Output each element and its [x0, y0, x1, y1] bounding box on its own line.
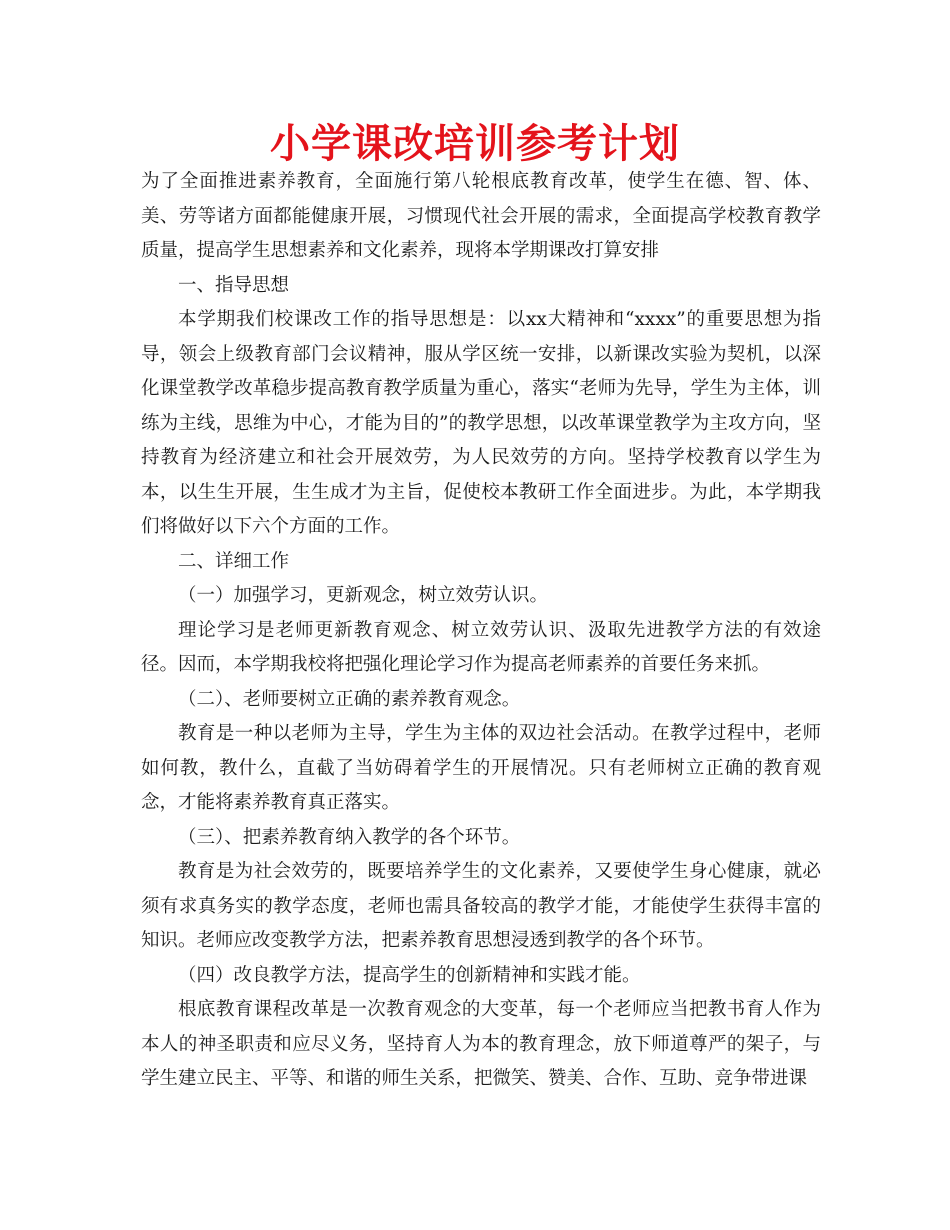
body-paragraph: 理论学习是老师更新教育观念、树立效劳认识、汲取先进教学方法的有效途径。因而，本学期我校将把强化理论学习作为提高老师素养的首要任务来抓。	[141, 619, 821, 675]
document-title: 小学课改培训参考计划	[270, 121, 680, 167]
intro-paragraph: 为了全面推进素养教育，全面施行第八轮根底教育改革，使学生在德、智、体、美、劳等诸方面都能健康开展，习惯现代社会开展的需求，全面提高学校教育教学质量，提高学生思想素养和文化素养，现将本学期课改打算安排	[141, 171, 821, 261]
body-paragraph: 教育是为社会效劳的，既要培养学生的文化素养，又要使学生身心健康，就必须有求真务实的教学态度，老师也需具备较高的教学才能，才能使学生获得丰富的知识。老师应改变教学方法，把素养教育思想浸透到教学的各个环节。	[141, 861, 821, 951]
subsection-heading: （三）、把素养教育纳入教学的各个环节。	[178, 826, 521, 848]
body-paragraph: 教育是一种以老师为主导，学生为主体的双边社会活动。在教学过程中，老师如何教，教什么，直截了当妨碍着学生的开展情况。只有老师树立正确的教育观念，才能将素养教育真正落实。	[141, 723, 821, 813]
body-paragraph: 根底教育课程改革是一次教育观念的大变革，每一个老师应当把教书育人作为本人的神圣职责和应尽义务，坚持育人为本的教育理念，放下师道尊严的架子，与学生建立民主、平等、和谐的师生关系，把微笑、赞美、合作、互助、竞争带进课	[141, 999, 821, 1089]
subsection-heading: （四）改良教学方法，提高学生的创新精神和实践才能。	[178, 964, 641, 986]
document-body	[141, 165, 821, 1097]
body-paragraph: 本学期我们校课改工作的指导思想是：以xx大精神和“xxxx”的重要思想为指导，领会上级教育部门会议精神，服从学区统一安排，以新课改实验为契机，以深化课堂教学改革稳步提高教育教学质量为重心，落实“老师为先导，学生为主体，训练为主线，思维为中心，才能为目的”的教学思想，以改革课堂教学为主攻方向，坚持教育为经济建立和社会开展效劳，为人民效劳的方向。坚持学校教育以学生为本，以生生开展，生生成才为主旨，促使校本教研工作全面进步。为此，本学期我们将做好以下六个方面的工作。	[141, 309, 821, 537]
section-heading: 二、详细工作	[178, 550, 290, 572]
subsection-heading: （二）、老师要树立正确的素养教育观念。	[178, 688, 521, 710]
subsection-heading: （一）加强学习，更新观念，树立效劳认识。	[178, 585, 549, 606]
section-heading: 一、指导思想	[178, 274, 290, 296]
